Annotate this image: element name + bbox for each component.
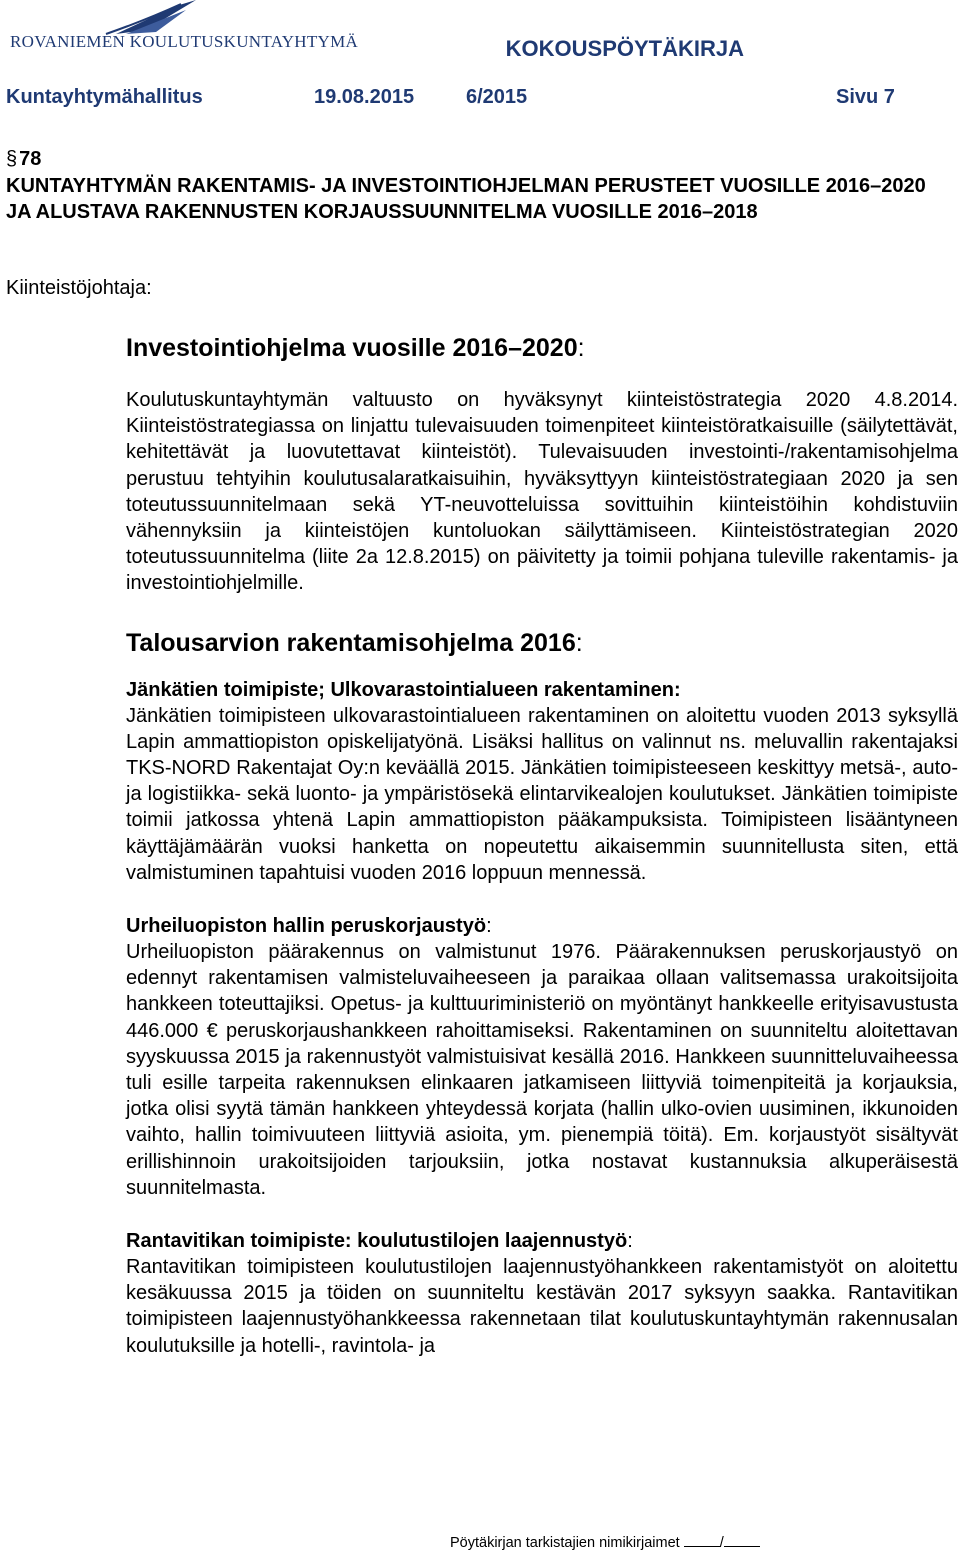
main-content [126,332,958,1359]
presenter: Kiinteistöjohtaja: [6,277,152,299]
section-symbol: § [6,148,18,170]
footer-initials [450,1534,760,1551]
section-number-value: 78 [19,148,42,170]
meeting-date: 19.08.2015 [314,86,415,108]
document-type: KOKOUSPÖYTÄKIRJA [505,36,744,61]
investment-heading: Investointiohjelma vuosille 2016–2020: [126,334,585,362]
initials-blank-2 [724,1534,760,1547]
organization-logo [6,0,376,60]
rantavitikka-paragraph: Rantavitikan toimipisteen koulutustilojen laajennustyöhankkeen rakentamistyöt on aloitettu kesäkuussa 2015 ja töiden on suunniteltu kestävän 2017 syksyyn saakka. Rantavitikan toimipisteen laajennustyöhankkeessa rakennetaan tilat koulutuskuntayhtymän rakennusalan koulutuksille ja hotelli-, ravintola- ja [126,1256,958,1357]
urheilu-paragraph: Urheiluopiston päärakennus on valmistunut 1976. Päärakennuksen peruskorjaustyö on edennyt rakentamisen valmisteluvaiheeseen ja paraikaa ollaan valitsemassa urakoitsijoita hankkeen toteuttajiksi. Opetus- ja kulttuuriministeriö on myöntänyt hankkeelle erityisavustusta 446.000 € peruskorjaushankkeen rahoittamiseksi. Rakentaminen on suunniteltu aloitettavan syyskuussa 2015 ja rakennustyöt valmistuisivat kesällä 2016. Hankkeen suunnitteluvaiheessa tuli esille tarpeita rakennuksen elinkaaren jatkamiseen liittyviä toimenpiteitä ja korjauksia, jotka olisi syytä tämän hankkeen yhteydessä korjata (hallin ulko-ovien uusiminen, ikkunoiden vaihto, hallin toimivuuteen liittyviä asioita, ym. pienempiä töitä). Em. korjaustyöt sisältyvät erillishinnoin urakoitsijoiden tarjouksiin, jotka nostavat kustannuksia alkuperäisestä suunnitelmasta. [126,941,958,1199]
page-number: Sivu 7 [836,86,895,108]
investment-paragraph: Koulutuskuntayhtymän valtuusto on hyväksynyt kiinteistöstrategia 2020 4.8.2014. Kiinteistöstrategiassa on linjattu tulevaisuuden toimenpiteet kiinteistöratkaisuille (säilytettävät, kehitettävät ja luovutettavat kiinteistöt). Tulevaisuuden investointi-/rakentamisohjelma perustuu tehtyihin koulutusalaratkaisuihin, hyväksyttyyn kiinteistöstrategiaan 2020 ja sen toteutussuunnitelmaan sekä YT-neuvotteluissa sovittuihin kiinteistöihin kohdistuviin vähennyksiin ja kiinteistöjen kuntoluokan säilyttämiseen. Kiinteistöstrategian 2020 toteutussuunnitelma (liite 2a 12.8.2015) on päivitetty ja toimii pohjana tuleville rakentamis- ja investointiohjelmille. [126,389,958,595]
initials-blank-1 [684,1534,720,1547]
section-number [6,148,41,171]
logo-text: ROVANIEMEN KOULUTUSKUNTAYHTYMÄ [10,32,359,51]
footer-label: Pöytäkirjan tarkistajien nimikirjaimet [450,1535,680,1551]
budget-heading: Talousarvion rakentamisohjelma 2016: [126,628,583,657]
meeting-body: Kuntayhtymähallitus [6,86,203,108]
meeting-number: 6/2015 [466,86,528,108]
urheilu-heading: Urheiluopiston hallin peruskorjaustyö: [126,915,492,938]
rantavitikka-heading: Rantavitikan toimipiste: koulutustilojen laajennustyö: [126,1230,633,1253]
jankatien-heading: Jänkätien toimipiste; Ulkovarastointialueen rakentaminen: [126,678,681,701]
footer-separator: / [719,1535,724,1551]
jankatien-paragraph: Jänkätien toimipisteen ulkovarastointialueen rakentaminen on aloitettu vuoden 2013 syksyllä Lapin ammattiopiston opiskelijatyönä. Lisäksi hallitus on valinnut ns. meluvallin rakentajaksi TKS-NORD Rakentajat Oy:n keväällä 2015. Jänkätien toimipisteeseen keskittyy metsä-, auto- ja logistiikka- sekä luonto- ja ympäristösekä elintarvikealojen koulutukset. Jänkätien toimipiste toimii jatkossa yhtenä Lapin ammattiopiston pääkampuksista. Toimipisteen lisääntyneen käyttäjämäärän vuoksi hanketta on nopeutettu aikaisemmin suunnitellusta siten, että valmistuminen tapahtuisi vuoden 2016 loppuun mennessä. [126,704,958,884]
section-title: KUNTAYHTYMÄN RAKENTAMIS- JA INVESTOINTIOHJELMAN PERUSTEET VUOSILLE 2016–2020 JA ALUSTAVA RAKENNUSTEN KORJAUSSUUNNITELMA VUOSILLE 2016–2018 [6,175,926,223]
